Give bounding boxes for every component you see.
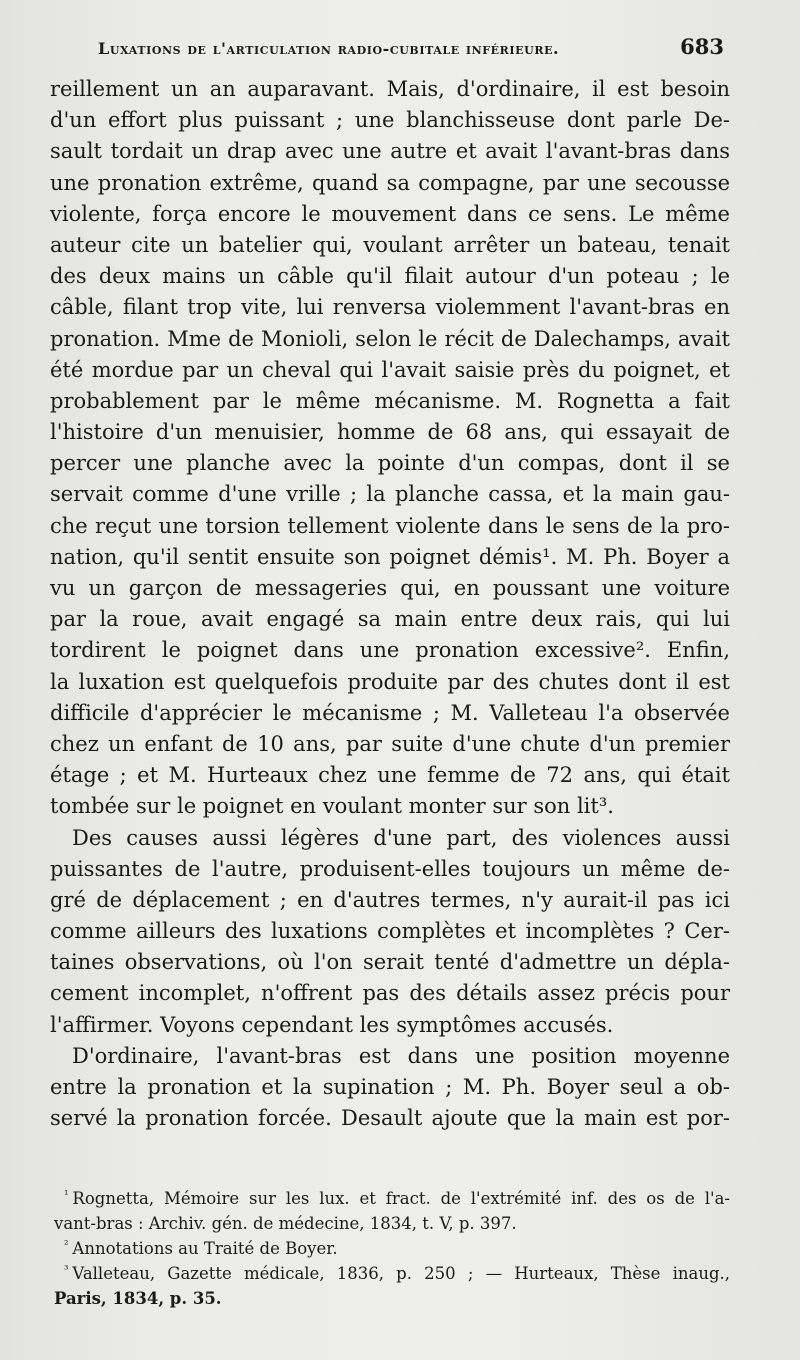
- footnote-line: [50, 1257, 730, 1282]
- footnote-text: vant-bras : Archiv. gén. de médecine, 1834, t. V, p. 397.: [54, 1214, 517, 1233]
- footnote-text: Rognetta, Mémoire sur les lux. et fract. de l'extrémité inf. des os de l'a-: [72, 1189, 730, 1208]
- text-line: entre la pronation et la supination ; M. Ph. Boyer seul a ob-: [50, 1075, 730, 1099]
- text-line: la luxation est quelquefois produite par des chutes dont il est: [50, 669, 730, 694]
- text-line: étage ; et M. Hurteaux chez une femme de 72 ans, qui était: [50, 763, 730, 788]
- text-line: été mordue par un cheval qui l'avait saisie près du poignet, et: [50, 357, 730, 382]
- text-line: servé la pronation forcée. Desault ajoute que la main est por-: [50, 1106, 730, 1131]
- text-line: violente, força encore le mouvement dans ce sens. Le même: [50, 201, 730, 226]
- footnote-mark: ³: [64, 1263, 69, 1276]
- text-line: d'un effort plus puissant ; une blanchisseuse dont parle De-: [50, 108, 730, 133]
- text-line: par la roue, avait engagé sa main entre deux rais, qui lui: [50, 607, 730, 632]
- text-line: sault tordait un drap avec une autre et avait l'avant-bras dans: [50, 139, 730, 164]
- footnote-text: Annotations au Traité de Boyer.: [72, 1239, 338, 1258]
- footnote-line: [50, 1207, 730, 1232]
- footnote-mark: ¹: [64, 1188, 69, 1201]
- footnote-line: [50, 1232, 730, 1257]
- text-line: difficile d'apprécier le mécanisme ; M. Valleteau l'a observée: [50, 700, 730, 725]
- footnote-mark: ²: [64, 1238, 69, 1251]
- text-line: câble, filant trop vite, lui renversa violemment l'avant-bras en: [50, 295, 730, 320]
- footnotes: [50, 1182, 730, 1307]
- text-line: pronation. Mme de Monioli, selon le récit de Dalechamps, avait: [50, 326, 730, 351]
- text-line: comme ailleurs des luxations complètes et incomplètes ? Cer-: [50, 919, 730, 944]
- text-line: gré de déplacement ; en d'autres termes, n'y aurait-il pas ici: [50, 887, 730, 912]
- text-line: probablement par le même mécanisme. M. Rognetta a fait: [50, 388, 730, 413]
- text-line: taines observations, où l'on serait tenté d'admettre un dépla-: [50, 950, 730, 975]
- text-line: percer une planche avec la pointe d'un compas, dont il se: [50, 451, 730, 476]
- text-line: une pronation extrême, quand sa compagne, par une secousse: [50, 170, 730, 195]
- text-line: l'affirmer. Voyons cependant les symptômes accusés.: [50, 1012, 614, 1037]
- running-head: Luxations de l'articulation radio-cubitale inférieure.: [98, 39, 560, 58]
- body-text: [50, 74, 730, 1134]
- text-line: des deux mains un câble qu'il filait autour d'un poteau ; le: [50, 264, 730, 289]
- text-line: nation, qu'il sentit ensuite son poignet démis¹. M. Ph. Boyer a: [50, 544, 730, 569]
- footnote-text: Paris, 1834, p. 35.: [54, 1289, 222, 1308]
- text-line: tombée sur le poignet en voulant monter sur son lit³.: [50, 794, 614, 819]
- page-header: [98, 34, 724, 64]
- text-line: puissantes de l'autre, produisent-elles toujours un même de-: [50, 856, 730, 881]
- text-line: servait comme d'une vrille ; la planche cassa, et la main gau-: [50, 482, 730, 507]
- text-line: l'histoire d'un menuisier, homme de 68 ans, qui essayait de: [50, 420, 730, 445]
- footnote-line: [50, 1182, 730, 1207]
- text-line: D'ordinaire, l'avant-bras est dans une position moyenne: [72, 1043, 730, 1068]
- footnote-text: Valleteau, Gazette médicale, 1836, p. 250 ; — Hurteaux, Thèse inaug.,: [72, 1264, 730, 1283]
- text-line: Des causes aussi légères d'une part, des violences aussi: [72, 825, 730, 850]
- text-line: cement incomplet, n'offrent pas des détails assez précis pour: [50, 981, 730, 1006]
- text-line: chez un enfant de 10 ans, par suite d'une chute d'un premier: [50, 731, 730, 756]
- footnote-line: [50, 1282, 730, 1307]
- text-line: vu un garçon de messageries qui, en poussant une voiture: [50, 576, 730, 600]
- text-line: che reçut une torsion tellement violente dans le sens de la pro-: [50, 513, 730, 538]
- page-number: 683: [680, 34, 724, 59]
- text-line: auteur cite un batelier qui, voulant arrêter un bateau, tenait: [50, 232, 730, 257]
- text-line: tordirent le poignet dans une pronation excessive². Enfin,: [50, 638, 730, 663]
- text-line: reillement un an auparavant. Mais, d'ordinaire, il est besoin: [50, 77, 730, 101]
